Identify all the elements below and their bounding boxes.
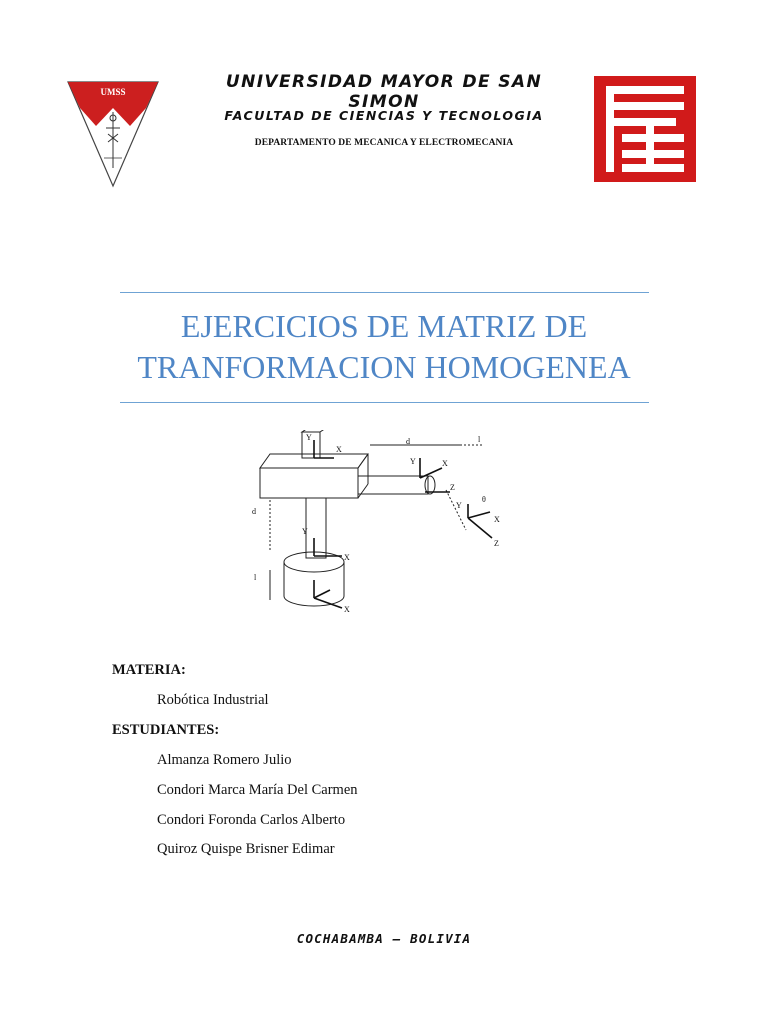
svg-text:X: X — [336, 445, 342, 454]
student-name: Condori Marca María Del Carmen — [157, 782, 358, 798]
svg-text:Y: Y — [306, 433, 312, 442]
svg-text:l: l — [254, 573, 257, 582]
svg-text:X: X — [344, 553, 350, 562]
document-title — [110, 306, 658, 388]
title-line-1: EJERCICIOS DE MATRIZ DE — [180, 308, 588, 344]
svg-text:Z: Z — [494, 539, 499, 548]
svg-text:X: X — [344, 605, 350, 614]
svg-text:d: d — [406, 437, 410, 446]
student-name: Quiroz Quispe Brisner Edimar — [157, 841, 335, 857]
svg-text:X: X — [494, 515, 500, 524]
fcyt-logo-icon — [594, 76, 696, 182]
umss-shield-icon — [66, 78, 160, 188]
umss-logo-text: UMSS — [100, 87, 126, 97]
faculty-name: FACULTAD DE CIENCIAS Y TECNOLOGIA — [224, 108, 544, 123]
materia-label: MATERIA: — [112, 662, 186, 678]
footer-location: COCHABAMBA – BOLIVIA — [296, 931, 472, 946]
svg-text:l: l — [478, 435, 481, 444]
robot-arm-diagram-icon — [250, 430, 520, 625]
svg-text:θ: θ — [482, 495, 486, 504]
svg-text:Y: Y — [456, 501, 462, 510]
university-name: UNIVERSIDAD MAYOR DE SAN SIMON — [225, 72, 543, 112]
student-name: Almanza Romero Julio — [157, 752, 292, 768]
estudiantes-label: ESTUDIANTES: — [112, 722, 220, 738]
title-bottom-rule — [120, 402, 649, 403]
student-name: Condori Foronda Carlos Alberto — [157, 812, 346, 828]
svg-text:X: X — [442, 459, 448, 468]
svg-text:Z: Z — [450, 483, 455, 492]
title-top-rule — [120, 292, 649, 293]
svg-text:d: d — [252, 507, 256, 516]
title-line-2: TRANFORMACION HOMOGENEA — [137, 349, 631, 385]
materia-value: Robótica Industrial — [157, 692, 269, 708]
svg-text:Y: Y — [302, 527, 308, 536]
department-name: DEPARTAMENTO DE MECANICA Y ELECTROMECANIA — [254, 138, 514, 148]
svg-text:Y: Y — [410, 457, 416, 466]
